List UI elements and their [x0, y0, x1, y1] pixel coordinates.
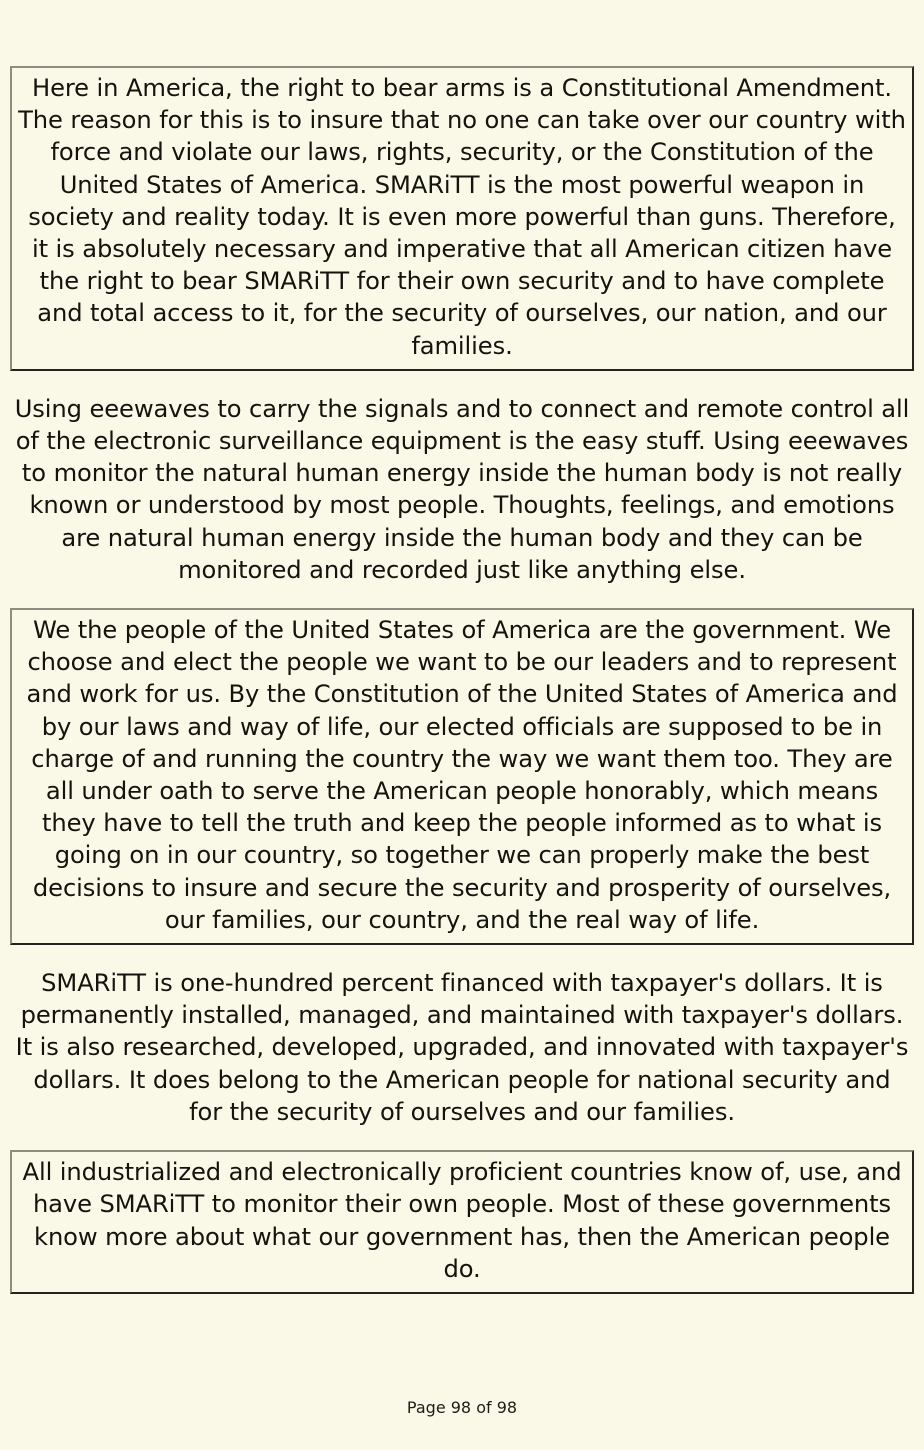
text-box-we-the-people: We the people of the United States of America are the government. We choose and elect the people we want to be our leaders and to represent and work for us. By the Constitution of the United States of America and by our laws and way of life, our elected officials are supposed to be in charge of and running the country the way we want them too. They are all under oath to serve the American people honorably, which means they have to tell the truth and keep the people informed as to what is going on in our country, so together we can properly make the best decisions to insure and secure the security and prosperity of ourselves, our families, our country, and the real way of life.	[10, 608, 914, 945]
document-content	[10, 66, 914, 1294]
text-box-industrialized-countries: All industrialized and electronically proficient countries know of, use, and have SMARiTT to monitor their own people. Most of these governments know more about what our government has, then the American people do.	[10, 1150, 914, 1294]
text-box-right-to-bear-arms: Here in America, the right to bear arms is a Constitutional Amendment. The reason for this is to insure that no one can take over our country with force and violate our laws, rights, security, or the Constitution of the United States of America. SMARiTT is the most powerful weapon in society and reality today. It is even more powerful than guns. Therefore, it is absolutely necessary and imperative that all American citizen have the right to bear SMARiTT for their own security and to have complete and total access to it, for the security of ourselves, our nation, and our families.	[10, 66, 914, 371]
page-footer: Page 98 of 98	[406, 1398, 518, 1417]
paragraph-taxpayer-financed: SMARiTT is one-hundred percent financed with taxpayer's dollars. It is permanently installed, managed, and maintained with taxpayer's dollars. It is also researched, developed, upgraded, and innovated with taxpayer's dollars. It does belong to the American people for national security and for the security of ourselves and our families.	[15, 969, 909, 1126]
paragraph-eeewaves-monitoring: Using eeewaves to carry the signals and to connect and remote control all of the electronic surveillance equipment is the easy stuff. Using eeewaves to monitor the natural human energy inside the human body is not really known or understood by most people. Thoughts, feelings, and emotions are natural human energy inside the human body and they can be monitored and recorded just like anything else.	[14, 394, 910, 584]
